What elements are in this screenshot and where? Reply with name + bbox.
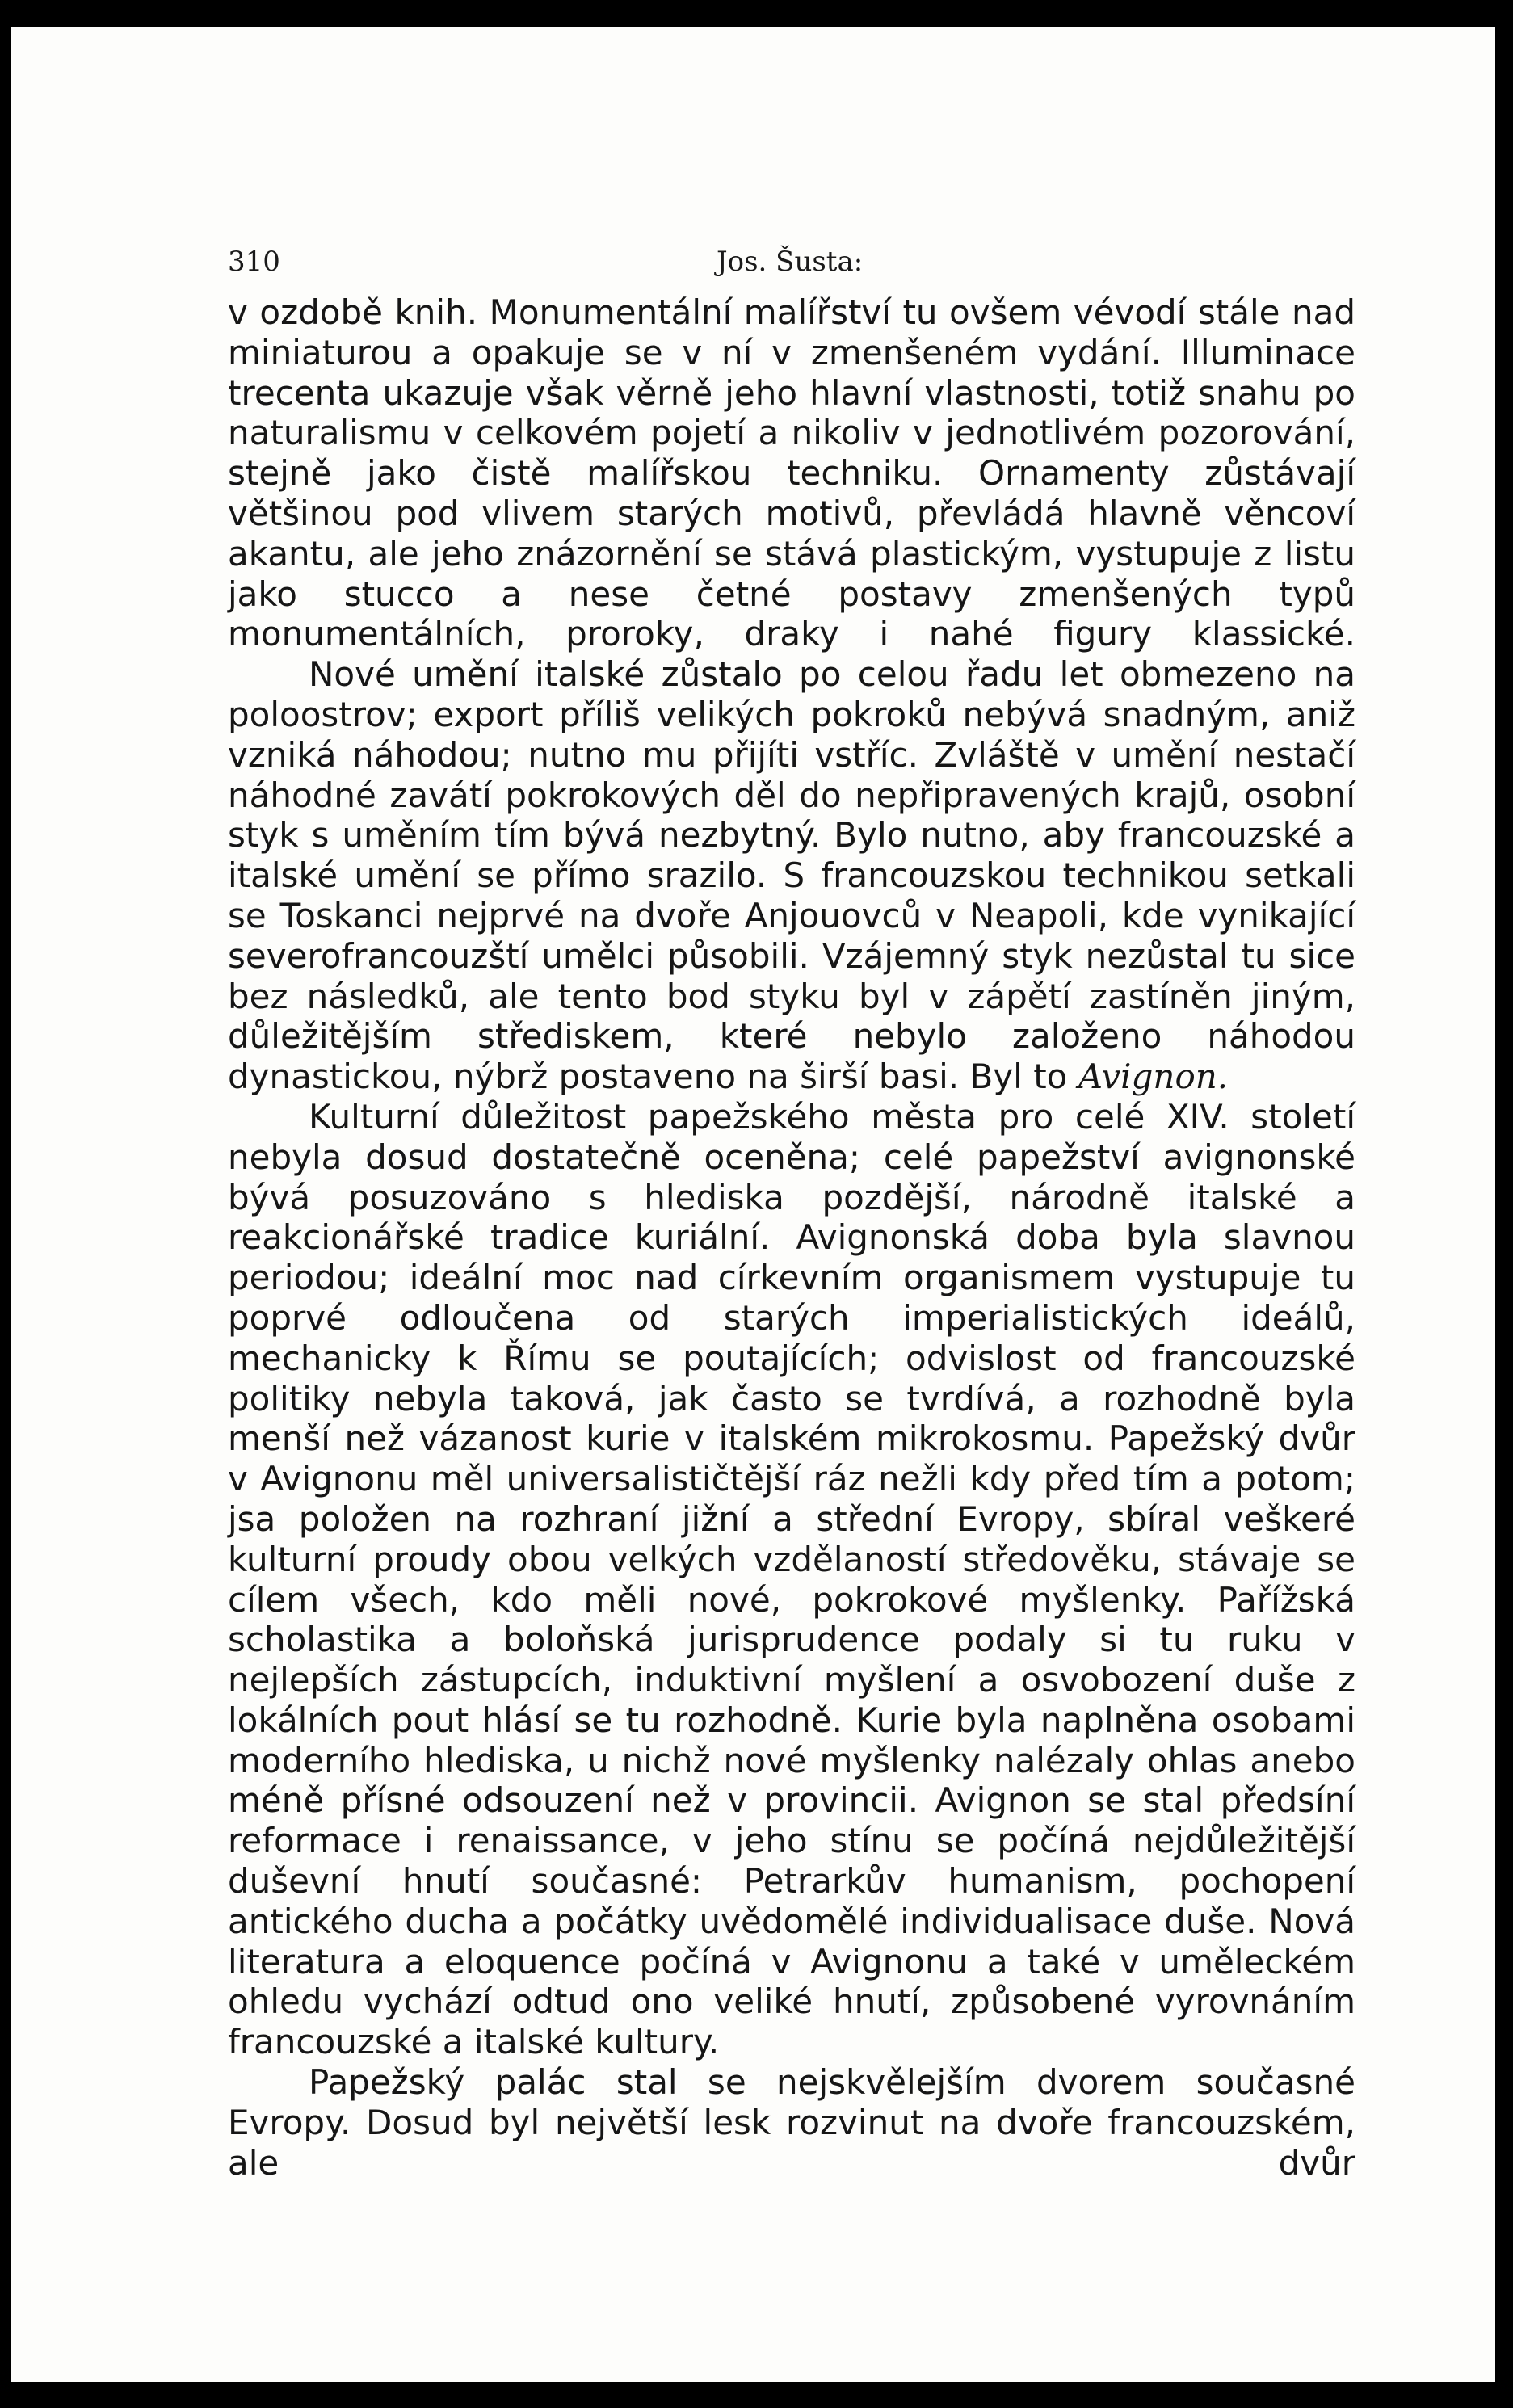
paragraph-text: Nové umění italské zůstalo po celou řadu let obmezeno na poloostrov; export příliš velikých pokroků nebývá snadným, aniž vzniká náhodou; nutno mu přijíti vstříc. Zvláště v umění nestačí náhodné zavátí pokrokových děl do nepřipravených krajů, osobní styk s uměním tím bývá nezbytný. Bylo nutno, aby francouzské a italské umění se přímo srazilo. S francouzskou technikou setkali se Toskanci nejprvé na dvoře Anjouovců v Neapoli, kde vynikající severofrancouzští umělci působili. Vzájemný styk nezůstal tu sice bez následků, ale tento bod styku byl v zápětí zastíněn jiným, důležitějším střediskem, které nebylo založeno náhodou dynastickou, nýbrž postaveno na širší basi. Byl to — [228, 654, 1355, 1097]
paragraph — [228, 1097, 1355, 2062]
running-head: Jos. Šusta: — [717, 246, 864, 278]
paragraph — [228, 654, 1355, 1097]
italic-term: Avignon. — [1078, 1057, 1229, 1097]
page-header — [228, 246, 1368, 294]
page-number: 310 — [228, 246, 280, 278]
paragraph-text: v ozdobě knih. Monumentální malířství tu ovšem vévodí stále nad miniaturou a opakuje se v ní v zmenšeném vydání. Illuminace trecenta ukazuje však věrně jeho hlavní vlastnosti, totiž snahu po naturalismu v celkovém pojetí a nikoliv v jednotlivém pozorování, stejně jako čistě malířskou techniku. Ornamenty zůstávají většinou pod vlivem starých motivů, převládá hlavně věncoví akantu, ale jeho znázornění se stává plastickým, vystupuje z listu jako stucco a nese četné postavy zmenšených typů monumentálních, proroky, draky i nahé figury klassické. — [228, 292, 1355, 654]
body-text — [228, 292, 1355, 2183]
paragraph-text: Kulturní důležitost papežského města pro celé XIV. století nebyla dosud dostatečně oceněna; celé papežství avignonské bývá posuzováno s hlediska pozdější, národně italské a reakcionářské tradice kuriální. Avignonská doba byla slavnou periodou; ideální moc nad církevním organismem vystupuje tu poprvé odloučena od starých imperialistických ideálů, mechanicky k Římu se poutajících; odvislost od francouzské politiky nebyla taková, jak často se tvrdívá, a rozhodně byla menší než vázanost kurie v italském mikrokosmu. Papežský dvůr v Avignonu měl universalističtější ráz nežli kdy před tím a potom; jsa položen na rozhraní jižní a střední Evropy, sbíral veškeré kulturní proudy obou velkých vzdělaností středověku, stávaje se cílem všech, kdo měli nové, pokrokové myšlenky. Pařížská scholastika a boloňská jurisprudence podaly si tu ruku v nejlepších zástupcích, induktivní myšlení a osvobození duše z lokálních pout hlásí se tu rozhodně. Kurie byla naplněna osobami moderního hlediska, u nichž nové myšlenky nalézaly ohlas anebo méně přísné odsouzení než v provincii. Avignon se stal předsíní reformace i renaissance, v jeho stínu se počíná nejdůležitější duševní hnutí současné: Petrarkův humanism, pochopení antického ducha a počátky uvědomělé individualisace duše. Nová literatura a eloquence počíná v Avignonu a také v uměleckém ohledu vychází odtud ono veliké hnutí, způsobené vyrovnáním francouzské a italské kultury. — [228, 1096, 1355, 2062]
paragraph-text: Papežský palác stal se nejskvělejším dvorem současné Evropy. Dosud byl největší lesk rozvinut na dvoře francouzském, ale dvůr — [228, 2062, 1355, 2183]
paragraph — [228, 2062, 1355, 2183]
paragraph — [228, 292, 1355, 654]
